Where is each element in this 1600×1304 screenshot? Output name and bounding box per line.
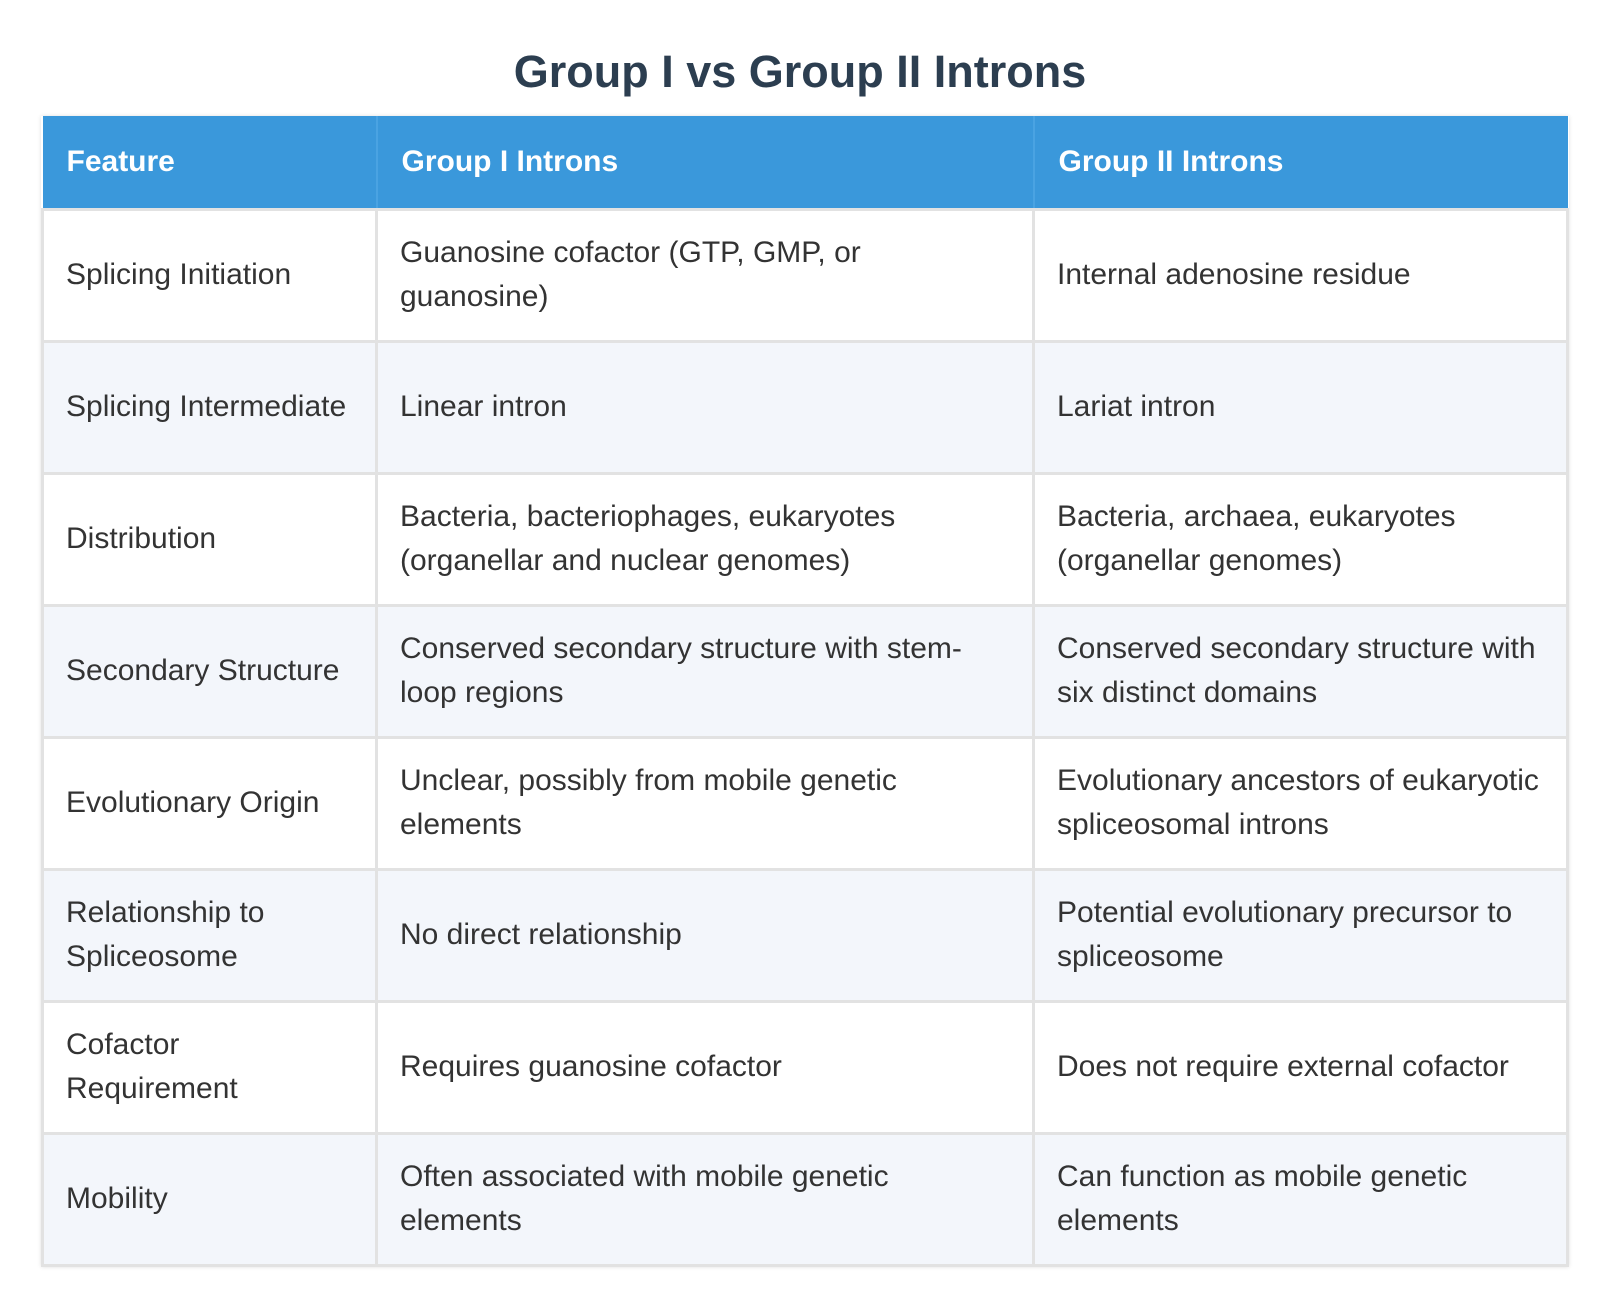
feature-cell: Secondary Structure	[43, 605, 377, 737]
table-row	[43, 209, 1568, 341]
group-i-cell: Linear intron	[377, 341, 1034, 473]
feature-cell: Mobility	[43, 1133, 377, 1265]
group-i-cell: Bacteria, bacteriophages, eukaryotes (organellar and nuclear genomes)	[377, 473, 1034, 605]
comparison-table	[41, 116, 1569, 1267]
group-ii-cell: Lariat intron	[1034, 341, 1568, 473]
feature-cell: Evolutionary Origin	[43, 737, 377, 869]
group-i-cell: Unclear, possibly from mobile genetic elements	[377, 737, 1034, 869]
header-row	[43, 116, 1568, 209]
group-ii-cell: Potential evolutionary precursor to spliceosome	[1034, 869, 1568, 1001]
group-i-cell: Requires guanosine cofactor	[377, 1001, 1034, 1133]
table-row	[43, 341, 1568, 473]
header-group-ii: Group II Introns	[1034, 116, 1568, 209]
feature-cell: Splicing Intermediate	[43, 341, 377, 473]
group-ii-cell: Conserved secondary structure with six distinct domains	[1034, 605, 1568, 737]
page-title: Group I vs Group II Introns	[513, 46, 1087, 97]
table-row	[43, 605, 1568, 737]
table-row	[43, 1001, 1568, 1133]
table-row	[43, 869, 1568, 1001]
group-i-cell: Often associated with mobile genetic elements	[377, 1133, 1034, 1265]
feature-cell: Relationship to Spliceosome	[43, 869, 377, 1001]
feature-cell: Splicing Initiation	[43, 209, 377, 341]
table-row	[43, 1133, 1568, 1265]
header-group-i: Group I Introns	[377, 116, 1034, 209]
table-row	[43, 473, 1568, 605]
group-i-cell: No direct relationship	[377, 869, 1034, 1001]
group-ii-cell: Evolutionary ancestors of eukaryotic spliceosomal introns	[1034, 737, 1568, 869]
table-row	[43, 737, 1568, 869]
header-feature: Feature	[43, 116, 377, 209]
group-ii-cell: Internal adenosine residue	[1034, 209, 1568, 341]
feature-cell: Distribution	[43, 473, 377, 605]
group-ii-cell: Does not require external cofactor	[1034, 1001, 1568, 1133]
group-i-cell: Conserved secondary structure with stem-loop regions	[377, 605, 1034, 737]
group-ii-cell: Can function as mobile genetic elements	[1034, 1133, 1568, 1265]
group-ii-cell: Bacteria, archaea, eukaryotes (organellar genomes)	[1034, 473, 1568, 605]
table-header	[43, 116, 1568, 209]
group-i-cell: Guanosine cofactor (GTP, GMP, or guanosine)	[377, 209, 1034, 341]
feature-cell: Cofactor Requirement	[43, 1001, 377, 1133]
table-body	[43, 209, 1568, 1265]
